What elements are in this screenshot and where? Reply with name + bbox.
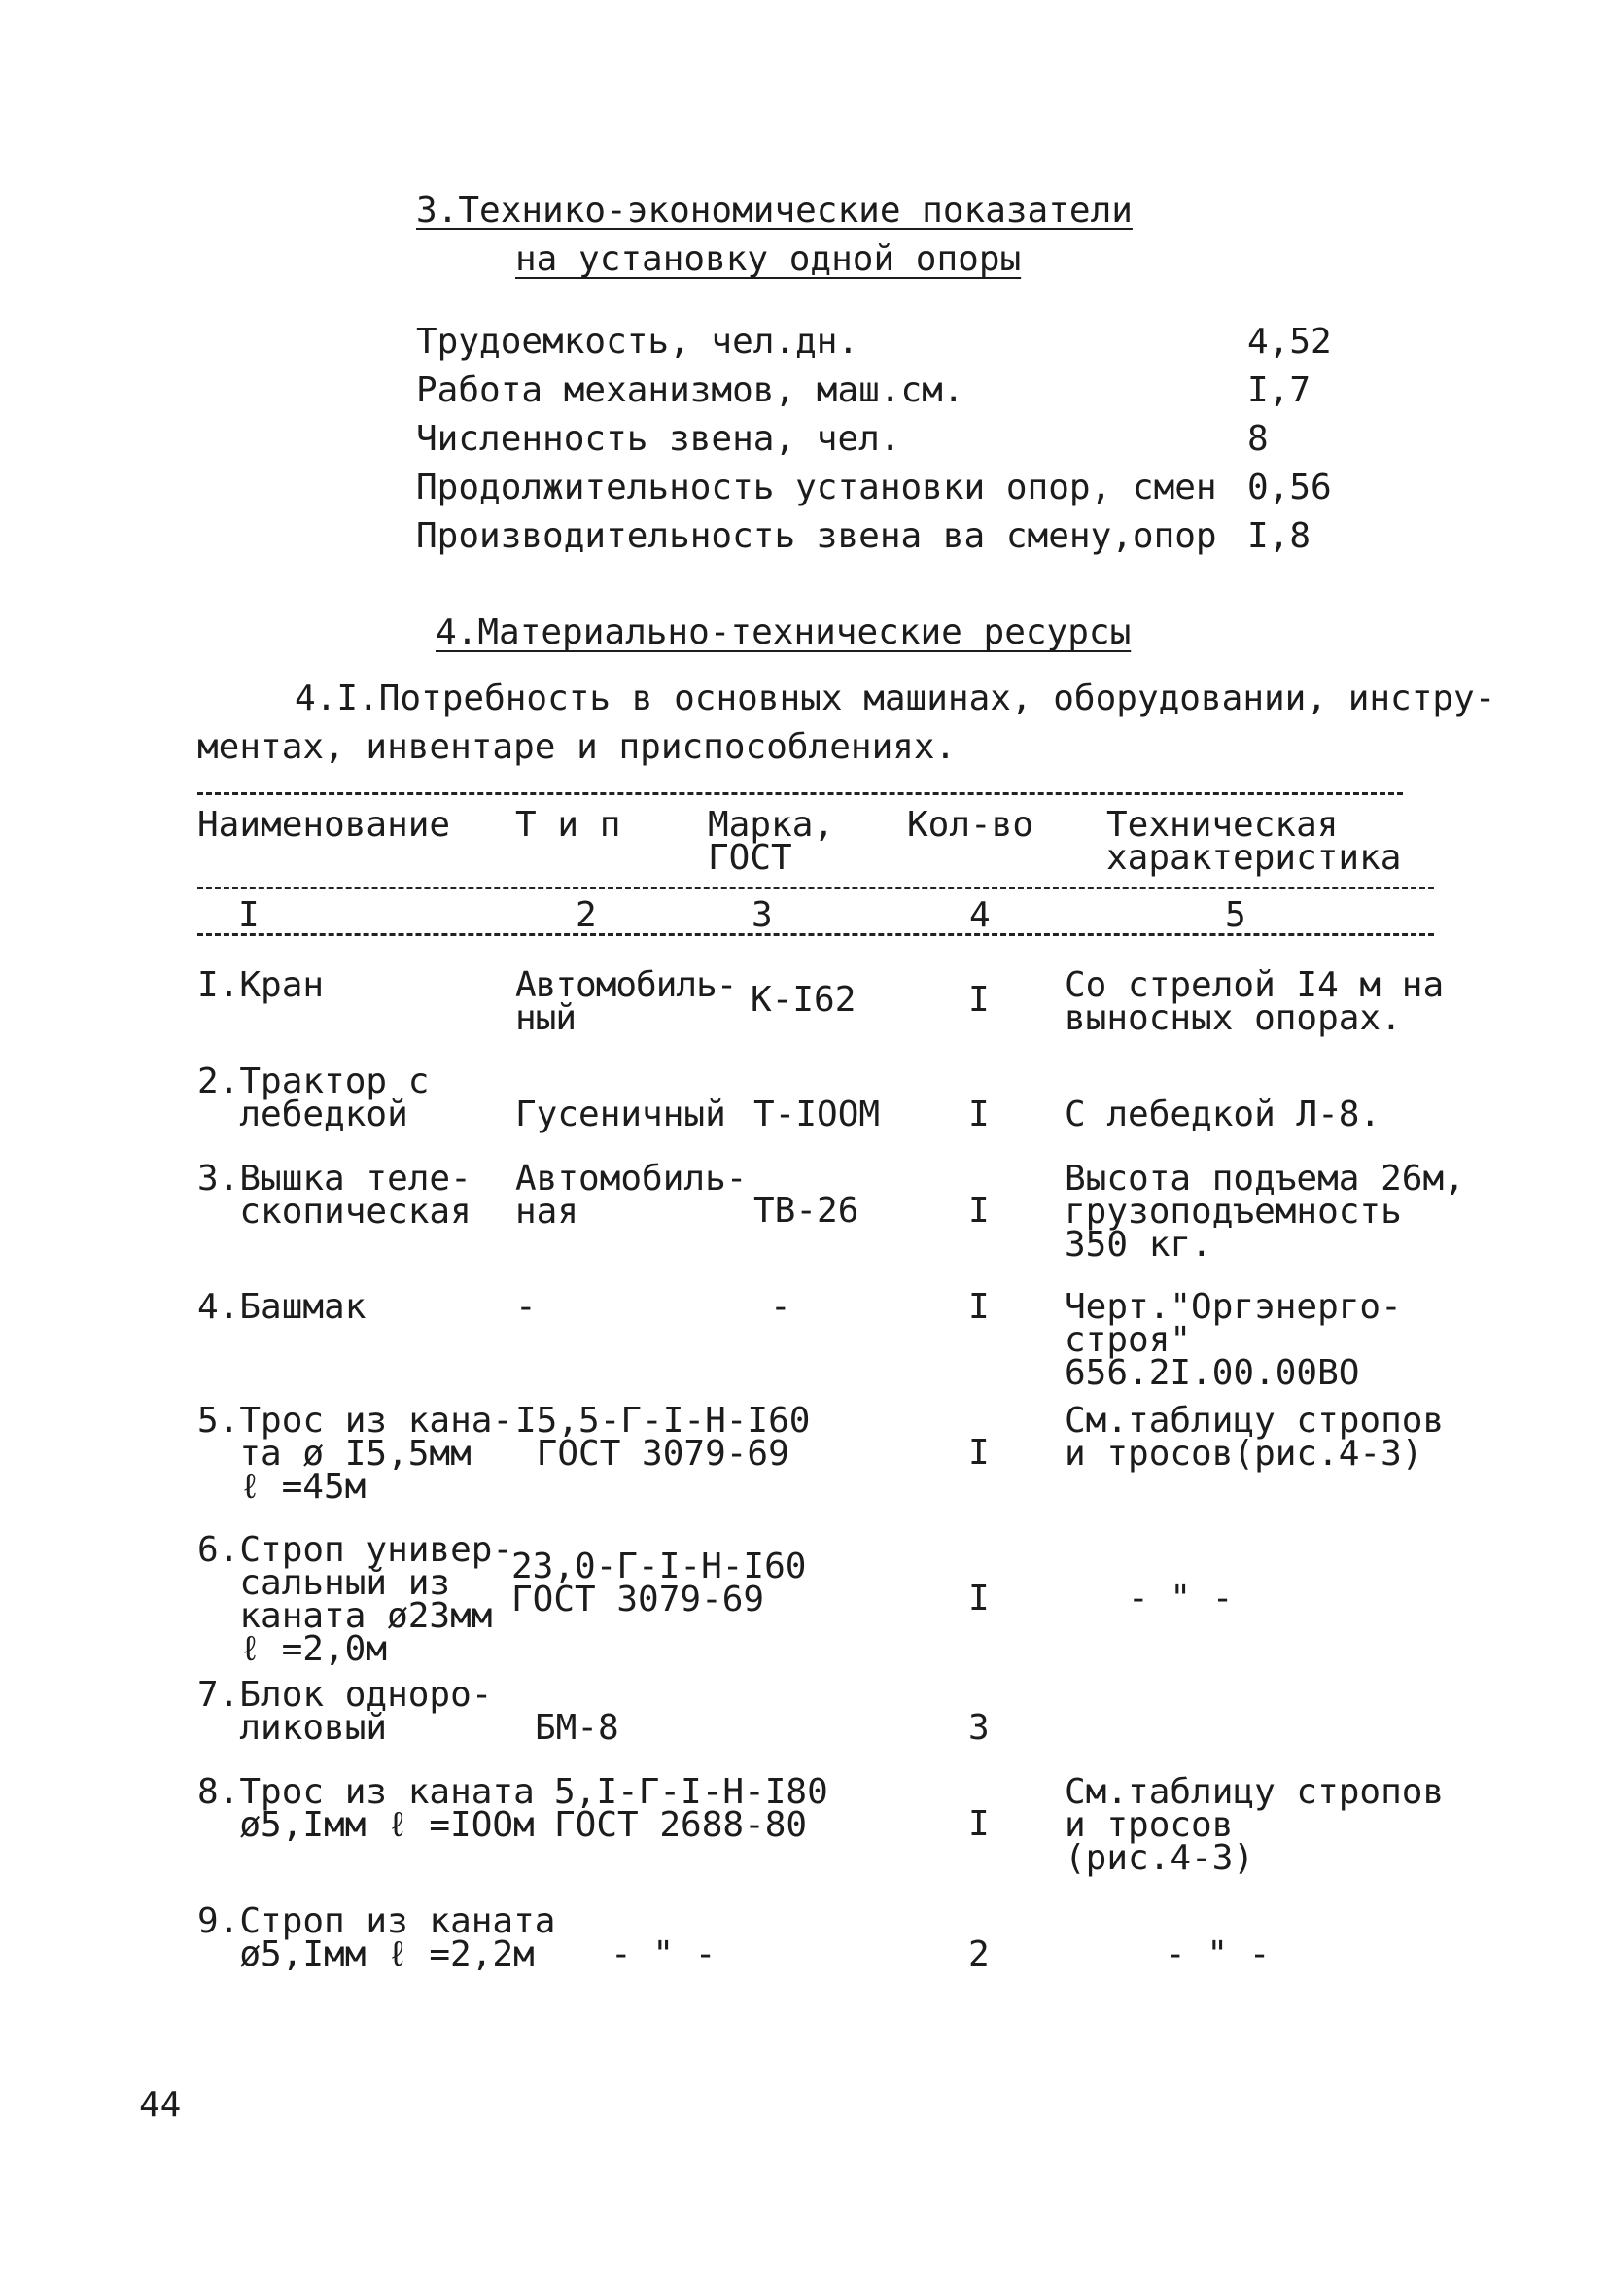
row-qty: I xyxy=(968,1804,990,1844)
row-type: БМ-8 xyxy=(535,1708,619,1748)
row-type: - " - xyxy=(611,1934,717,1974)
indicator-value: 8 xyxy=(1247,419,1269,459)
column-number: 5 xyxy=(1225,895,1246,935)
row-spec: См.таблицу стропов и тросов (рис.4-3) xyxy=(1065,1772,1445,1878)
row-qty: I xyxy=(968,1433,990,1473)
indicator-value: 0,56 xyxy=(1247,468,1332,507)
row-qty: I xyxy=(968,980,990,1020)
row-qty: 2 xyxy=(968,1934,990,1974)
section4-title: 4.Материально-технические ресурсы xyxy=(436,612,1132,652)
row-brand: Т-IООМ xyxy=(753,1095,881,1134)
column-number: I xyxy=(238,895,260,935)
header-type: Т и п xyxy=(515,805,621,845)
row-spec: - " - xyxy=(1165,1934,1271,1974)
row-brand: - xyxy=(770,1287,791,1327)
row-spec: Со стрелой I4 м на выносных опорах. xyxy=(1065,965,1445,1038)
column-number: 2 xyxy=(576,895,597,935)
indicator-value: 4,52 xyxy=(1247,322,1332,362)
indicator-label: Производительность звена ва смену,опор xyxy=(416,516,1217,556)
header-qty: Кол-во xyxy=(907,805,1034,845)
section3-title-line2: на установку одной опоры xyxy=(515,239,1022,279)
row-name: 4.Башмак xyxy=(197,1287,367,1327)
row-qty: I xyxy=(968,1191,990,1231)
column-number: 4 xyxy=(969,895,991,935)
row-type: Автомобиль- ный xyxy=(515,965,737,1038)
row-spec: Черт."Оргэнерго- строя" 656.2I.00.00ВО xyxy=(1065,1287,1402,1393)
row-type: Гусеничный xyxy=(515,1095,726,1134)
header-name: Наименование xyxy=(197,805,451,845)
section4-paragraph-line2: ментах, инвентаре и приспособлениях. xyxy=(197,727,957,767)
row-name: 2.Трактор с лебедкой xyxy=(197,1061,430,1134)
column-numbers-rule xyxy=(197,933,1434,936)
row-name: 3.Вышка теле- скопическая xyxy=(197,1159,472,1232)
section4-paragraph-line1: 4.I.Потребность в основных машинах, оборудовании, инстру- xyxy=(295,678,1496,718)
indicator-value: I,7 xyxy=(1247,370,1311,410)
row-qty: I xyxy=(968,1579,990,1618)
header-spec: Техническая характеристика xyxy=(1106,805,1402,878)
row-qty: I xyxy=(968,1095,990,1134)
indicator-label: Трудоемкость, чел.дн. xyxy=(416,322,859,362)
row-name: 6.Строп универ- сальный из каната ø23мм ℓ =2,0м xyxy=(197,1530,514,1669)
indicator-value: I,8 xyxy=(1247,516,1311,556)
row-name: I.Кран xyxy=(197,965,325,1005)
row-qty: 3 xyxy=(968,1708,990,1748)
row-name: 5.Трос из кана- та ø I5,5мм ℓ =45м xyxy=(197,1401,514,1507)
indicator-label: Численность звена, чел. xyxy=(416,419,901,459)
row-type: Автомобиль- ная xyxy=(515,1159,748,1232)
row-name: 9.Строп из каната ø5,Iмм ℓ =2,2м xyxy=(197,1901,556,1974)
page-number: 44 xyxy=(139,2085,182,2125)
row-qty: I xyxy=(968,1287,990,1327)
row-spec: См.таблицу стропов и тросов(рис.4-3) xyxy=(1065,1401,1445,1474)
column-number: 3 xyxy=(752,895,773,935)
row-spec: С лебедкой Л-8. xyxy=(1065,1095,1381,1134)
section3-title-line1: 3.Технико-экономические показатели xyxy=(416,191,1133,230)
row-type: 23,0-Г-I-Н-I60 ГОСТ 3079-69 xyxy=(511,1547,807,1619)
row-type: - xyxy=(515,1287,537,1327)
row-type: 5,I-Г-I-Н-I80 ГОСТ 2688-80 xyxy=(554,1772,828,1845)
row-type: I5,5-Г-I-Н-I60 ГОСТ 3079-69 xyxy=(515,1401,811,1474)
header-brand: Марка, ГОСТ xyxy=(708,805,835,878)
indicator-label: Работа механизмов, маш.см. xyxy=(416,370,964,410)
row-name: 8.Трос из каната ø5,Iмм ℓ =IООм xyxy=(197,1772,535,1845)
row-spec: - " - xyxy=(1128,1579,1234,1618)
indicator-label: Продолжительность установки опор, смен xyxy=(416,468,1217,507)
header-bottom-rule xyxy=(197,887,1434,889)
row-brand: К-I62 xyxy=(751,980,856,1020)
row-brand: ТВ-26 xyxy=(753,1191,859,1231)
row-spec: Высота подъема 26м, грузоподъемность 350 кг. xyxy=(1065,1159,1465,1265)
row-name: 7.Блок одноро- ликовый xyxy=(197,1675,493,1748)
table-top-rule xyxy=(197,792,1403,795)
